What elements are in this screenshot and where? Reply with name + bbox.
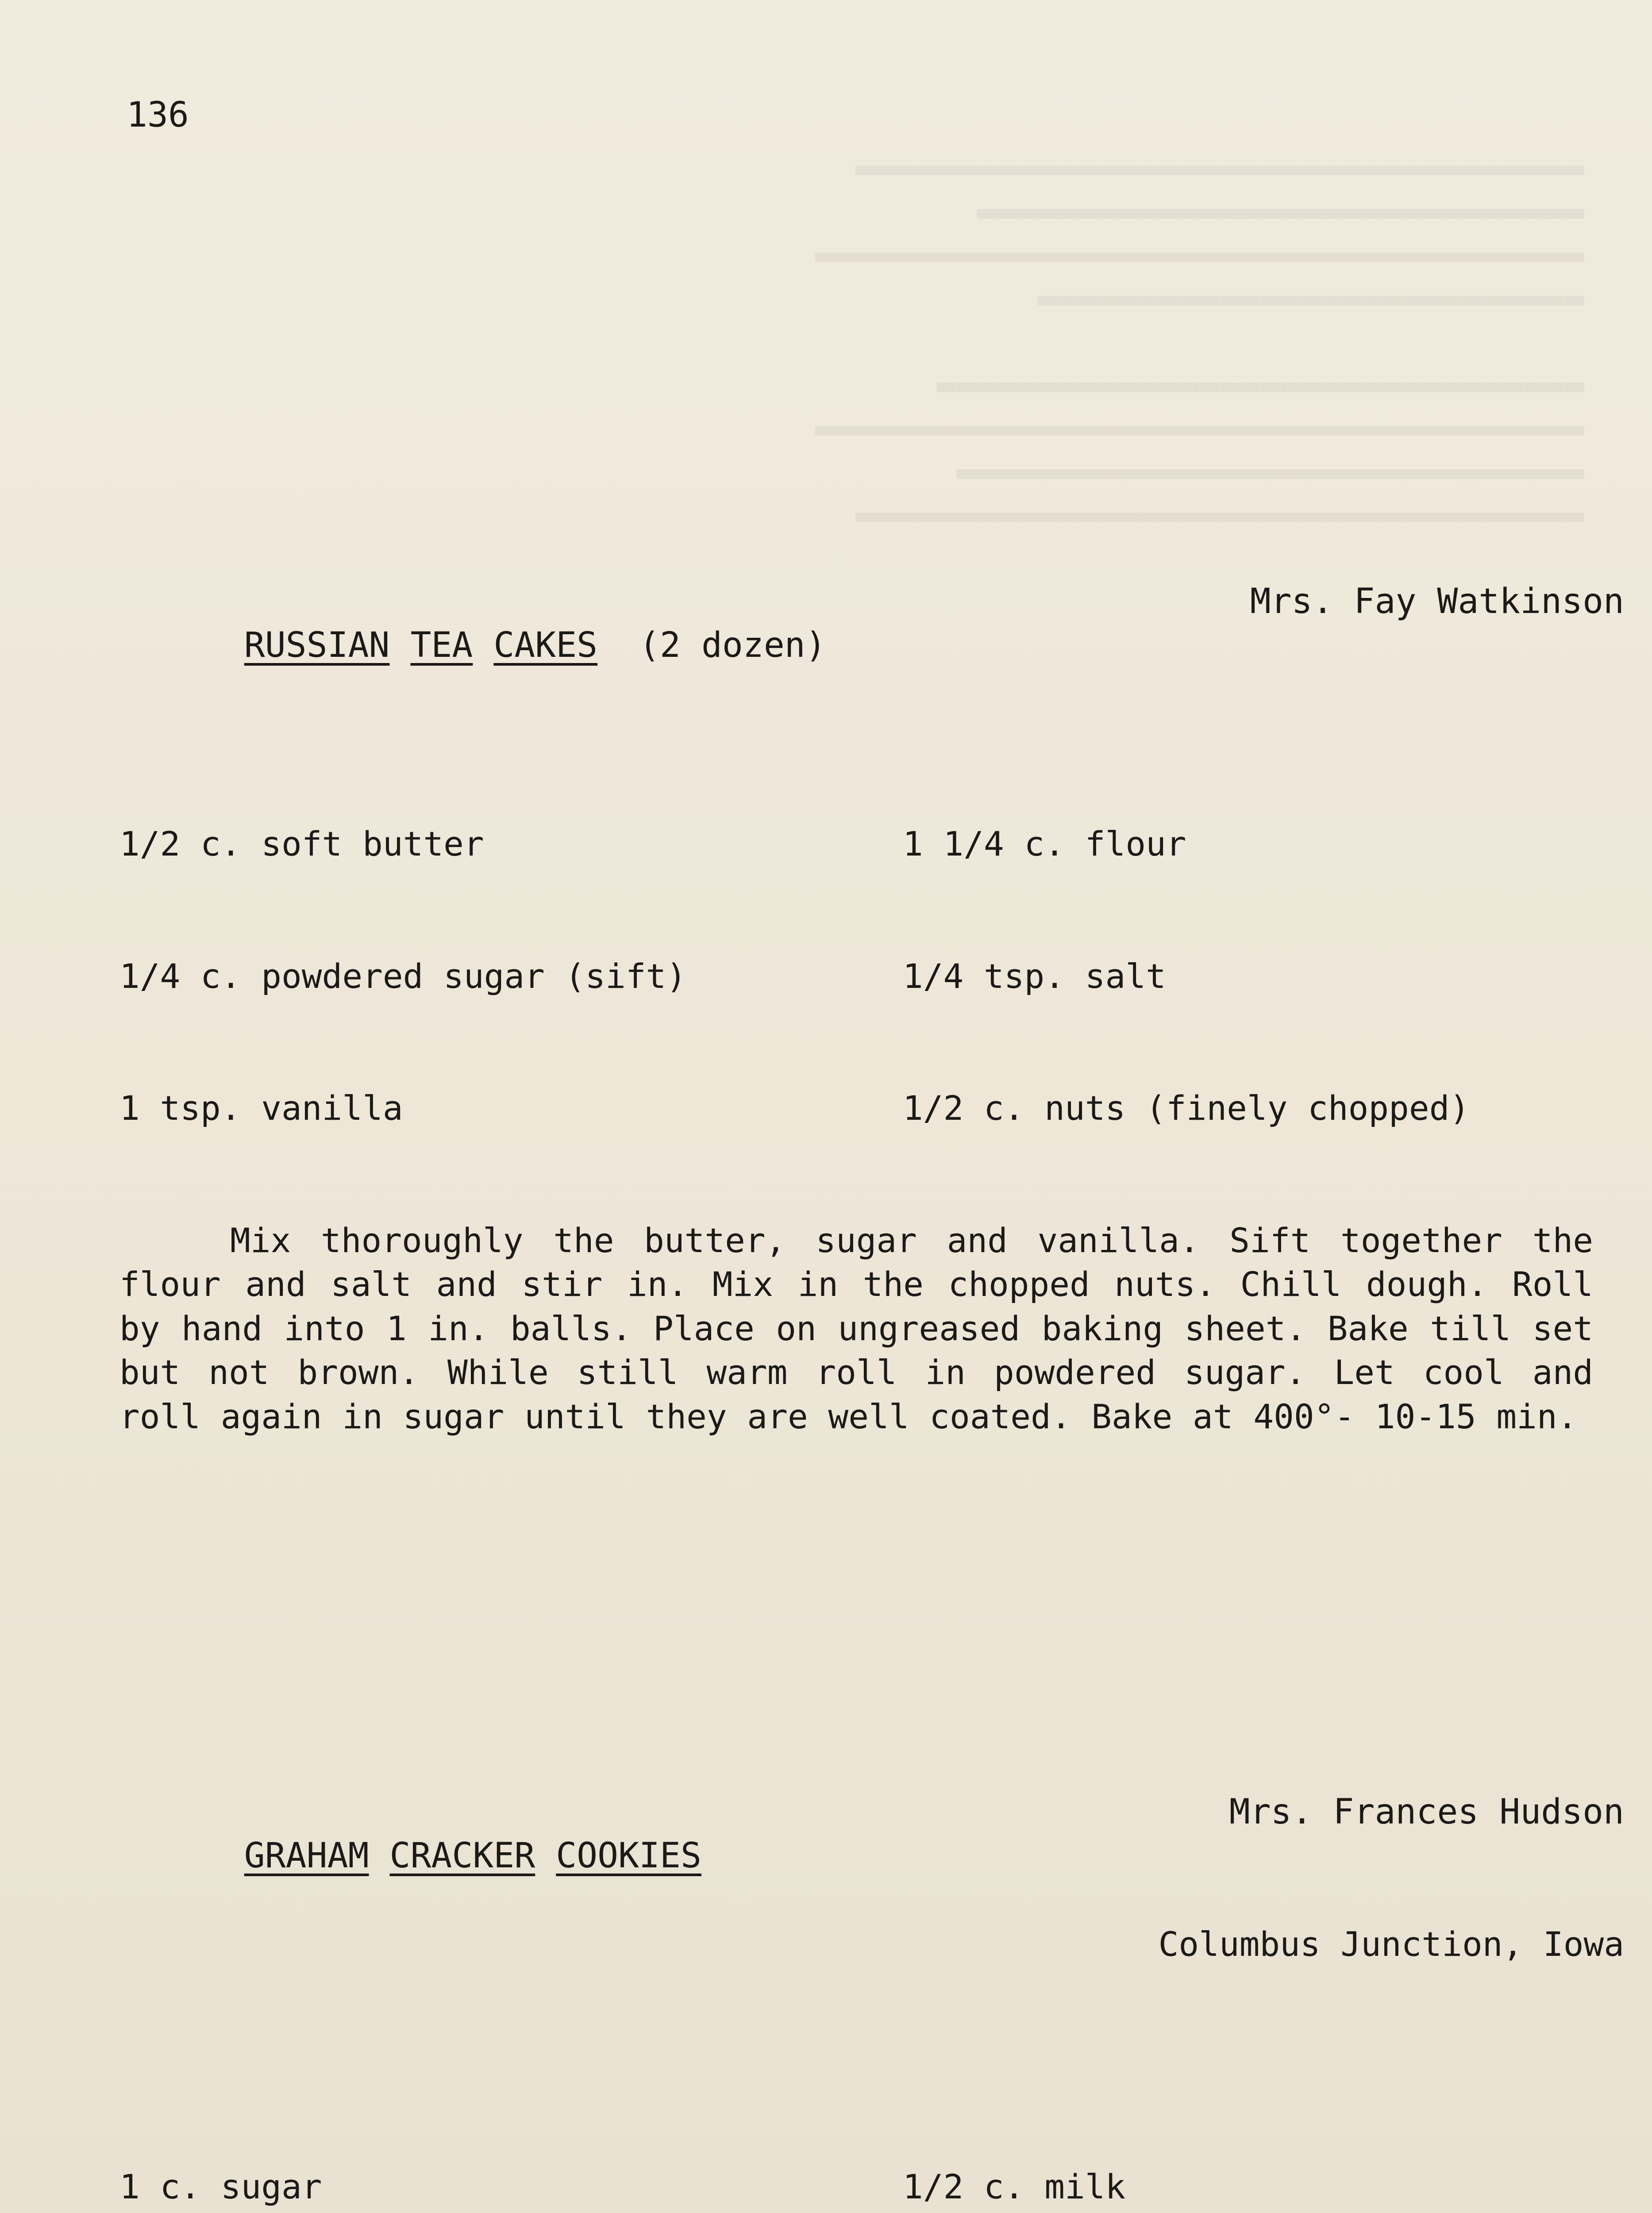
recipe-russian-tea-cakes [119,492,1624,1527]
recipe-title-word: CAKES [493,625,598,665]
recipe-title-word: CRACKER [389,1836,535,1876]
contributor-location-row [119,1922,1624,1966]
ingredient: 1/4 tsp. salt [903,956,1166,996]
recipe-page-content [119,95,1624,2213]
page-number: 136 [127,95,189,135]
ingredient: 1/2 c. nuts (finely chopped) [903,1088,1470,1128]
recipe-header [119,1790,1624,1876]
ingredient: 1/2 c. milk [903,2167,1126,2206]
ingredient-row [119,822,1624,866]
recipe-directions: Mix thoroughly the butter, sugar and vanilla. Sift together the flour and salt and stir in. Mix in the chopped nuts. Chill dough. Roll by hand into 1 in. balls. Place on ungreased baking sheet. Bake till set but not brown. While still warm roll in powdered sugar. Let cool and roll again in sugar until they are well coated. Bake at 400°- 10-15 min. [119,1220,1593,1436]
ingredient-row [119,954,1624,999]
recipe-graham-cracker-cookies [119,1702,1624,2213]
ingredient: 1/2 c. soft butter [119,824,484,864]
ingredient-row [119,2165,1624,2209]
recipe-contributor-location: Columbus Junction, Iowa [1158,1924,1624,1964]
recipe-title-word: GRAHAM [244,1836,369,1876]
recipe-contributor: Mrs. Frances Hudson [1229,1792,1624,1832]
recipe-yield: (2 dozen) [639,625,826,665]
recipe-title-word: RUSSIAN [244,625,390,665]
recipe-title-word: COOKIES [556,1836,701,1876]
ingredient: 1/4 c. powdered sugar (sift) [119,956,687,996]
ingredient: 1 1/4 c. flour [903,824,1186,864]
ingredient: 1 c. sugar [119,2167,322,2206]
recipe-header [119,580,1624,665]
recipe-contributor: Mrs. Fay Watkinson [1250,581,1624,621]
ingredient-row [119,1086,1624,1130]
recipe-title-word: TEA [410,625,473,665]
ingredient: 1 tsp. vanilla [119,1088,403,1128]
